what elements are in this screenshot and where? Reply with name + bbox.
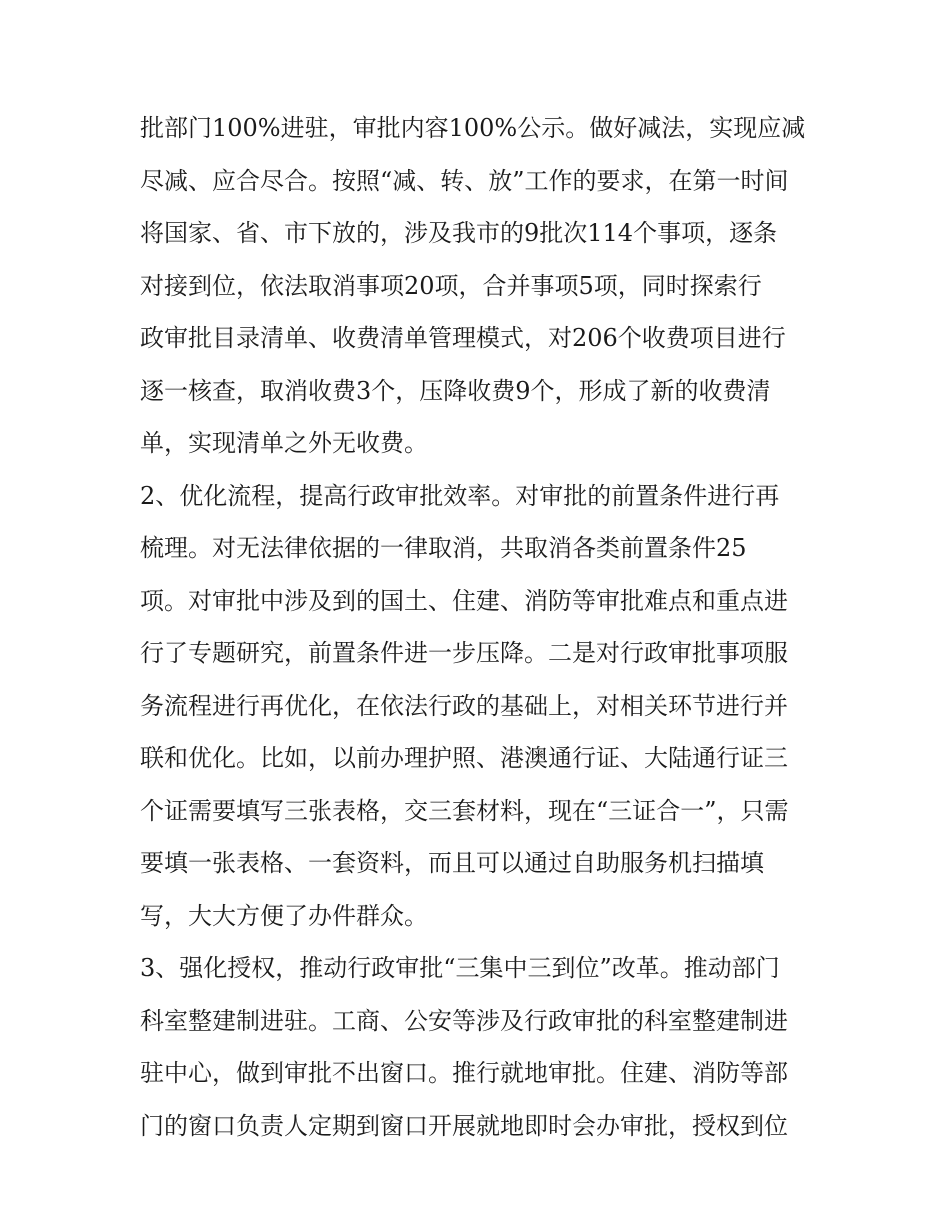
text-line: 3、强化授权，推动行政审批“三集中三到位”改革。推动部门 (140, 954, 780, 982)
text-line: 项。对审批中涉及到的国土、住建、消防等审批难点和重点进 (140, 587, 788, 615)
text-line: 政审批目录清单、收费清单管理模式，对206个收费项目进行 (140, 324, 786, 352)
text-line: 梳理。对无法律依据的一律取消，共取消各类前置条件25 (140, 534, 747, 562)
text-line: 驻中心，做到审批不出窗口。推行就地审批。住建、消防等部 (140, 1059, 788, 1087)
text-line: 2、优化流程，提高行政审批效率。对审批的前置条件进行再 (140, 482, 780, 510)
text-line: 要填一张表格、一套资料，而且可以通过自助服务机扫描填 (140, 849, 764, 877)
text-line: 联和优化。比如，以前办理护照、港澳通行证、大陆通行证三 (140, 744, 788, 772)
text-line: 行了专题研究，前置条件进一步压降。二是对行政审批事项服 (140, 639, 788, 667)
text-line: 写，大大方便了办件群众。 (140, 902, 428, 930)
text-line: 逐一核查，取消收费3个，压降收费9个，形成了新的收费清 (140, 377, 771, 405)
text-line: 门的窗口负责人定期到窗口开展就地即时会办审批，授权到位 (140, 1112, 788, 1140)
text-line: 尽减、应合尽合。按照“减、转、放”工作的要求，在第一时间 (140, 167, 789, 195)
text-line: 对接到位，依法取消事项20项，合并事项5项，同时探索行 (140, 272, 762, 300)
text-line: 个证需要填写三张表格，交三套材料，现在“三证合一”，只需 (140, 797, 789, 825)
text-line: 务流程进行再优化，在依法行政的基础上，对相关环节进行并 (140, 692, 788, 720)
text-line: 科室整建制进驻。工商、公安等涉及行政审批的科室整建制进 (140, 1007, 788, 1035)
text-line: 单，实现清单之外无收费。 (140, 429, 428, 457)
text-line: 将国家、省、市下放的，涉及我市的9批次114个事项，逐条 (140, 219, 778, 247)
text-line: 批部门100%进驻，审批内容100%公示。做好减法，实现应减 (140, 114, 806, 142)
